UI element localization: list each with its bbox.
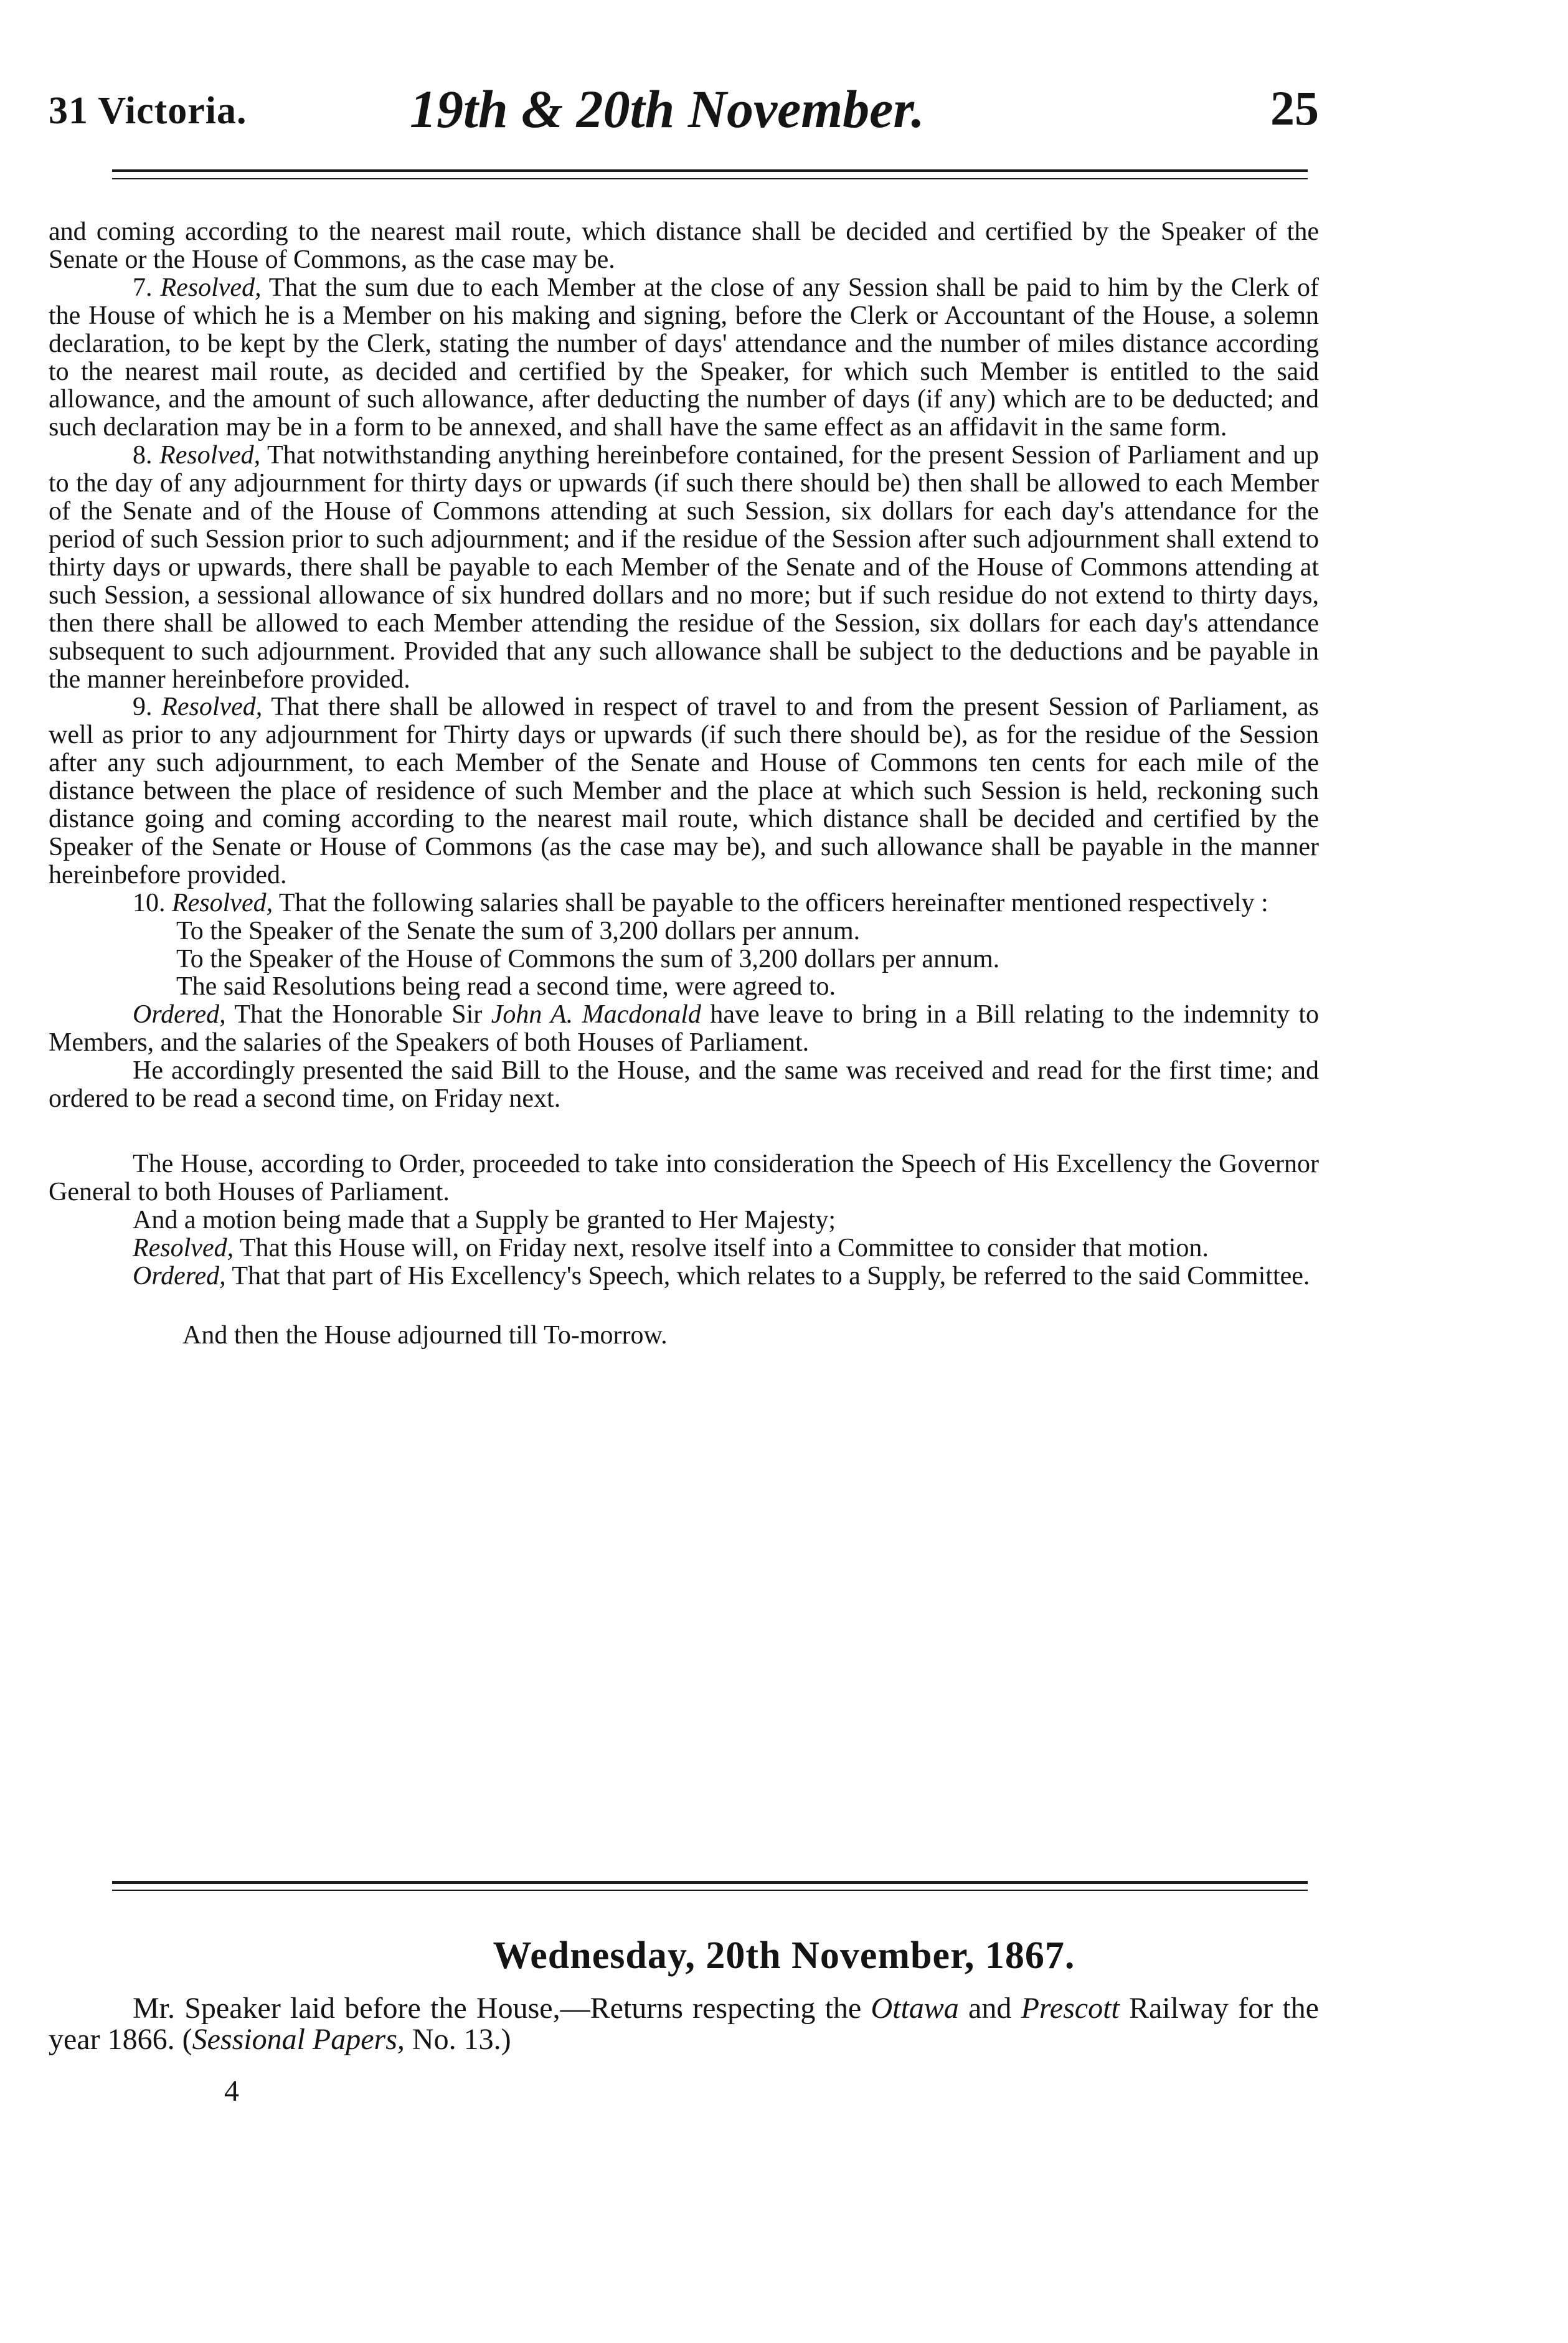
page-header: [49, 78, 1319, 146]
main-text: [49, 218, 1319, 1349]
resolution-7: [49, 274, 1319, 442]
salary-commons: To the Speaker of the House of Commons the sum of 3,200 dollars per annum.: [176, 944, 1000, 973]
returns-text: [49, 1993, 1319, 2055]
resolved-supply: [49, 1234, 1319, 1262]
resolution-7-resolved: Resolved,: [160, 273, 262, 302]
resolution-8-text: That notwithstanding anything hereinbefore contained, for the present Session of Parliament and up to the day of any adjournment for thirty days or upwards (if such there should be) then shall be allowed to each Member of the Senate and of the House of Commons attending at such Session, six dollars for each day's attendance for the period of such Session prior to such adjournment; and if the residue of the Session after such adjournment shall extend to thirty days or upwards, there shall be payable to each Member of the Senate and of the House of Commons attending at such Session, a sessional allowance of six hundred dollars and no more; but if such residue do not extend to thirty days, then there shall be allowed to each Member attending the residue of the Session, six dollars for each day's attendance subsequent to such adjournment. Provided that any such allowance shall be subject to the deductions and be payable in the manner hereinbefore provided.: [49, 441, 1319, 694]
resolution-10-text: That the following salaries shall be payable to the officers hereinafter mentioned respectively :: [273, 888, 1268, 917]
resolution-8-number: 8.: [133, 441, 160, 470]
signature-mark: 4: [224, 2075, 239, 2108]
resolution-10-number: 10.: [133, 888, 172, 917]
section-rule-top: [112, 1881, 1308, 1884]
resolved-supply-label: Resolved,: [133, 1233, 234, 1262]
resolution-10: [49, 889, 1319, 917]
ordered-bill: [49, 1001, 1319, 1057]
running-title: 19th & 20th November.: [410, 79, 925, 139]
ordered-committee-label: Ordered,: [133, 1261, 226, 1290]
resolution-7-text: That the sum due to each Member at the close of any Session shall be paid to him by the Clerk of the House of which he is a Member on his making and signing, before the Clerk or Accountant of the House, a solemn declaration, to be kept by the Clerk, stating the number of days' attendance and the number of miles distance according to the nearest mail route, as decided and certified by the Speaker, for which such Member is entitled to the said allowance, and the amount of such allowance, after deducting the number of days (if any) which are to be deducted; and such declaration may be in a form to be annexed, and shall have the same effect as an affidavit in the same form.: [49, 273, 1319, 442]
paragraph-continuation: and coming according to the nearest mail route, which distance shall be decided and certified by the Speaker of the Senate or the House of Commons, as the case may be.: [49, 217, 1319, 274]
section-rule-bottom: [112, 1890, 1308, 1891]
header-rule-top: [112, 169, 1308, 172]
ordered-bill-text-b: have leave to bring in a Bill relating to the indemnity to Members, and the salaries of the Speakers of both Houses of Parliament.: [49, 1000, 1319, 1058]
salary-senate: To the Speaker of the Senate the sum of 3,200 dollars per annum.: [176, 916, 861, 945]
ordered-bill-label: Ordered,: [133, 1000, 226, 1030]
adjournment: And then the House adjourned till To-morrow.: [182, 1320, 668, 1350]
railway-name-ottawa: Ottawa: [871, 1992, 959, 2025]
ordered-bill-text-a: That the Honorable Sir: [225, 1000, 491, 1030]
resolution-9: [49, 693, 1319, 889]
resolution-9-number: 9.: [133, 693, 162, 722]
returns-text-b: Railway for the year 1866. (: [49, 1992, 1319, 2056]
ordered-committee: [49, 1262, 1319, 1290]
speech-consideration: The House, according to Order, proceeded to take into consideration the Speech of His Excellency the Governor General to both Houses of Parliament.: [49, 1150, 1319, 1206]
returns-text-c: No. 13.): [404, 2023, 511, 2056]
spacer: [49, 1113, 1319, 1150]
date-heading: Wednesday, 20th November, 1867.: [493, 1934, 1075, 1977]
header-rule-bottom: [112, 178, 1308, 179]
bill-presented: He accordingly presented the said Bill to the House, and the same was received and read for the first time; and ordered to be read a second time, on Friday next.: [49, 1056, 1319, 1114]
resolution-8: [49, 442, 1319, 693]
returns-paragraph: [49, 1993, 1319, 2055]
resolution-9-text: That there shall be allowed in respect of travel to and from the present Session of Parliament, as well as prior to any adjournment for Thirty days or upwards (if such there should be), as for the residue of the Session after any such adjournment, to each Member of the Senate and House of Commons ten cents for each mile of the distance between the place of residence of such Member and the place at which such Session is held, reckoning such distance going and coming according to the nearest mail route, which distance shall be decided and certified by the Speaker of the Senate or House of Commons (as the case may be), and such allowance shall be payable in the manner hereinbefore provided.: [49, 693, 1320, 889]
resolution-9-resolved: Resolved,: [161, 693, 263, 722]
railway-name-prescott: Prescott: [1021, 1992, 1120, 2025]
ordered-committee-text: That that part of His Excellency's Speech, which relates to a Supply, be referred to the said Committee.: [225, 1261, 1310, 1290]
returns-and: and: [958, 1992, 1021, 2025]
ordered-bill-person: John A. Macdonald: [491, 1000, 701, 1030]
resolution-7-number: 7.: [133, 273, 161, 302]
returns-text-a: Mr. Speaker laid before the House,—Returns respecting the: [133, 1992, 871, 2025]
regnal-year: 31 Victoria.: [49, 90, 247, 132]
supply-motion: And a motion being made that a Supply be granted to Her Majesty;: [133, 1205, 836, 1234]
sessional-papers: Sessional Papers,: [192, 2023, 405, 2056]
page-number: 25: [1270, 81, 1319, 135]
resolution-10-resolved: Resolved,: [172, 888, 273, 917]
spacer: [49, 1290, 1319, 1322]
resolved-supply-text: That this House will, on Friday next, resolve itself into a Committee to consider that motion.: [234, 1233, 1209, 1262]
resolution-8-resolved: Resolved,: [159, 441, 261, 470]
second-reading: The said Resolutions being read a second time, were agreed to.: [176, 972, 836, 1001]
